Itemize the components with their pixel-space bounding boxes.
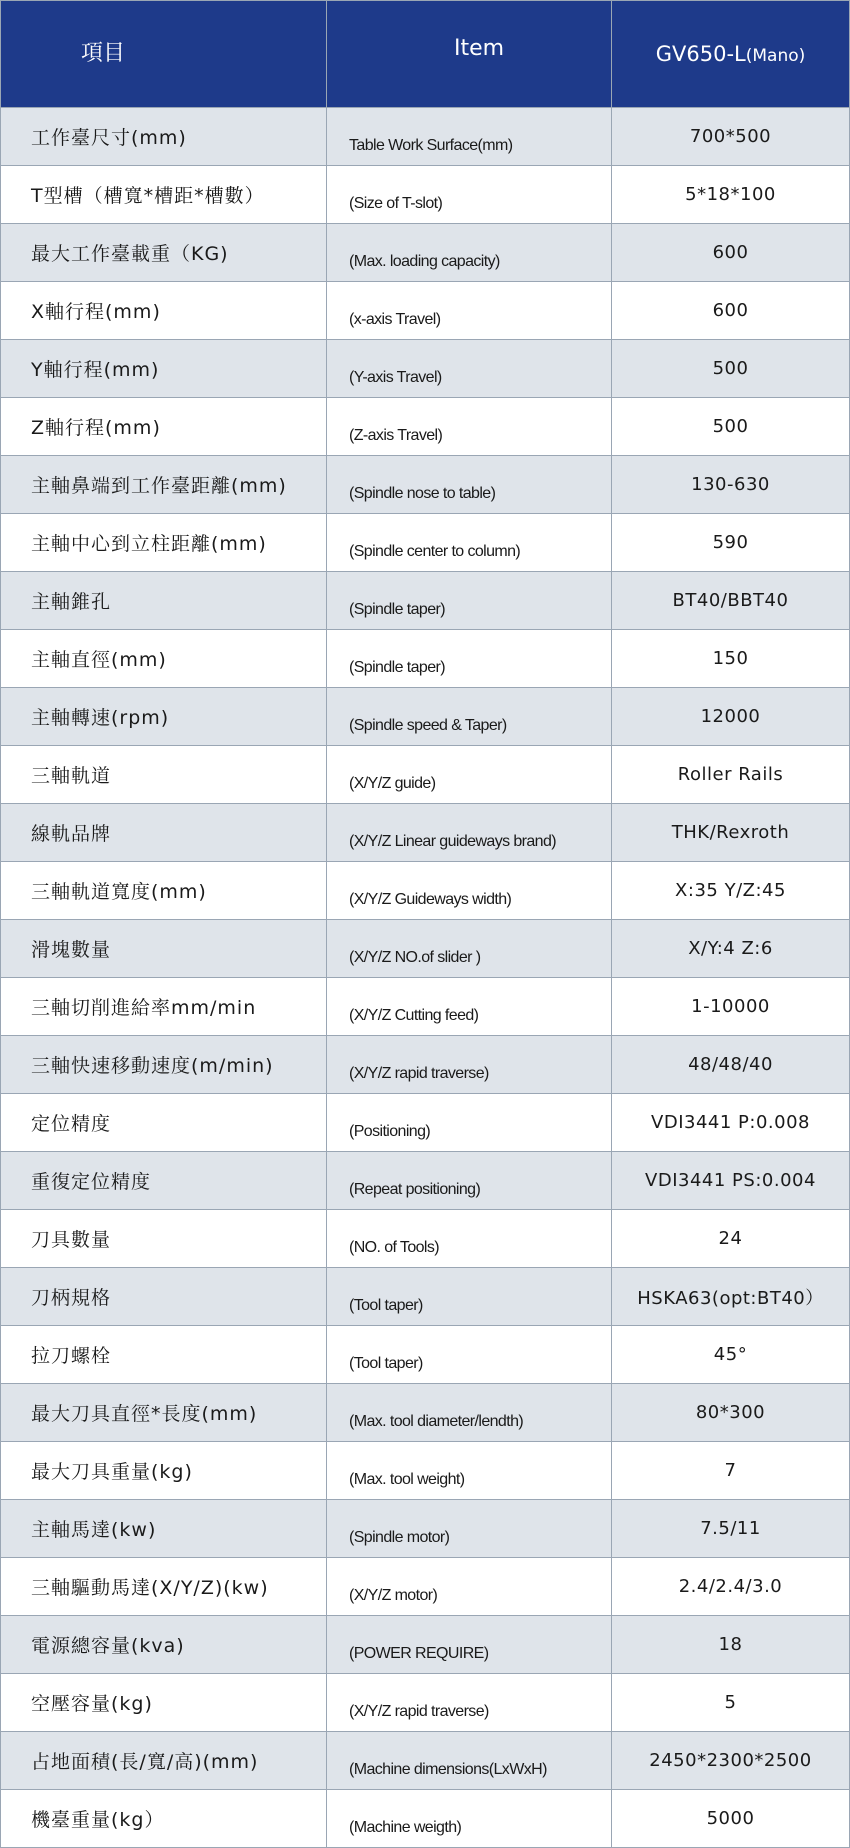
header-model-variant: (Mano): [745, 46, 806, 66]
row-value: BT40/BBT40: [612, 572, 850, 630]
table-row: [1, 1036, 850, 1094]
table-row: [1, 514, 850, 572]
row-label-zh: 最大刀具重量(kg): [1, 1442, 327, 1500]
row-label-zh: 最大刀具直徑*長度(mm): [1, 1384, 327, 1442]
row-label-zh: 定位精度: [1, 1094, 327, 1152]
row-label-en: (x-axis Travel): [327, 282, 612, 340]
row-value: 590: [612, 514, 850, 572]
row-label-en: (Spindle taper): [327, 572, 612, 630]
table-row: [1, 1558, 850, 1616]
row-label-en: (Max. tool weight): [327, 1442, 612, 1500]
row-label-zh: 空壓容量(kg): [1, 1674, 327, 1732]
row-label-zh: 主軸直徑(mm): [1, 630, 327, 688]
row-label-zh: 滑塊數量: [1, 920, 327, 978]
table-row: [1, 1674, 850, 1732]
header-model-name: GV650-L: [655, 42, 746, 66]
table-row: [1, 630, 850, 688]
row-label-zh: 拉刀螺栓: [1, 1326, 327, 1384]
table-row: [1, 398, 850, 456]
row-value: Roller Rails: [612, 746, 850, 804]
table-row: [1, 688, 850, 746]
row-label-en: (Machine weigth): [327, 1790, 612, 1848]
row-label-zh: 三軸切削進給率mm/min: [1, 978, 327, 1036]
table-row: [1, 1442, 850, 1500]
row-label-en: (Repeat positioning): [327, 1152, 612, 1210]
row-value: 12000: [612, 688, 850, 746]
table-row: [1, 1790, 850, 1848]
row-value: 80*300: [612, 1384, 850, 1442]
row-label-zh: 線軌品牌: [1, 804, 327, 862]
row-value: 24: [612, 1210, 850, 1268]
row-value: 130-630: [612, 456, 850, 514]
row-label-en: (POWER REQUIRE): [327, 1616, 612, 1674]
table-row: [1, 1384, 850, 1442]
row-label-en: (Spindle center to column): [327, 514, 612, 572]
row-label-en: (Max. loading capacity): [327, 224, 612, 282]
header-item-en: Item: [327, 1, 612, 108]
header-model: [612, 1, 850, 108]
row-label-en: (Spindle speed & Taper): [327, 688, 612, 746]
table-row: [1, 1732, 850, 1790]
row-value: X/Y:4 Z:6: [612, 920, 850, 978]
row-label-zh: 主軸錐孔: [1, 572, 327, 630]
row-label-zh: 三軸軌道寬度(mm): [1, 862, 327, 920]
row-label-en: (X/Y/Z NO.of slider ): [327, 920, 612, 978]
row-label-zh: 電源總容量(kva): [1, 1616, 327, 1674]
row-label-en: Table Work Surface(mm): [327, 108, 612, 166]
row-label-zh: 三軸快速移動速度(m/min): [1, 1036, 327, 1094]
table-row: [1, 920, 850, 978]
table-row: [1, 1152, 850, 1210]
table-row: [1, 340, 850, 398]
spec-body: [1, 108, 850, 1848]
row-value: 48/48/40: [612, 1036, 850, 1094]
row-label-en: (Machine dimensions(LxWxH): [327, 1732, 612, 1790]
table-row: [1, 572, 850, 630]
row-label-zh: 主軸鼻端到工作臺距離(mm): [1, 456, 327, 514]
row-value: 1-10000: [612, 978, 850, 1036]
table-row: [1, 1268, 850, 1326]
row-value: 500: [612, 398, 850, 456]
row-value: 2.4/2.4/3.0: [612, 1558, 850, 1616]
row-value: X:35 Y/Z:45: [612, 862, 850, 920]
row-label-en: (Size of T-slot): [327, 166, 612, 224]
row-label-en: (X/Y/Z rapid traverse): [327, 1674, 612, 1732]
table-row: [1, 282, 850, 340]
row-label-zh: 刀具數量: [1, 1210, 327, 1268]
row-label-en: (X/Y/Z Linear guideways brand): [327, 804, 612, 862]
row-label-zh: 三軸驅動馬達(X/Y/Z)(kw): [1, 1558, 327, 1616]
row-label-zh: 三軸軌道: [1, 746, 327, 804]
row-value: 7: [612, 1442, 850, 1500]
table-row: [1, 1326, 850, 1384]
row-label-en: (NO. of Tools): [327, 1210, 612, 1268]
table-row: [1, 456, 850, 514]
row-label-zh: T型槽（槽寬*槽距*槽數）: [1, 166, 327, 224]
row-label-en: (X/Y/Z Guideways width): [327, 862, 612, 920]
row-label-zh: Y軸行程(mm): [1, 340, 327, 398]
row-label-en: (Max. tool diameter/lendth): [327, 1384, 612, 1442]
row-value: 5000: [612, 1790, 850, 1848]
row-label-zh: 工作臺尺寸(mm): [1, 108, 327, 166]
table-row: [1, 166, 850, 224]
table-row: [1, 804, 850, 862]
row-label-en: (Spindle nose to table): [327, 456, 612, 514]
row-label-en: (Tool taper): [327, 1268, 612, 1326]
row-label-en: (Y-axis Travel): [327, 340, 612, 398]
row-label-en: (Spindle taper): [327, 630, 612, 688]
header-row: [1, 1, 850, 108]
row-label-zh: Z軸行程(mm): [1, 398, 327, 456]
row-label-zh: X軸行程(mm): [1, 282, 327, 340]
row-label-en: (X/Y/Z guide): [327, 746, 612, 804]
row-value: VDI3441 P:0.008: [612, 1094, 850, 1152]
row-value: 150: [612, 630, 850, 688]
row-label-zh: 主軸轉速(rpm): [1, 688, 327, 746]
row-label-zh: 占地面積(長/寬/高)(mm): [1, 1732, 327, 1790]
row-value: 500: [612, 340, 850, 398]
row-value: 45°: [612, 1326, 850, 1384]
row-label-en: (X/Y/Z motor): [327, 1558, 612, 1616]
row-label-en: (Z-axis Travel): [327, 398, 612, 456]
row-label-en: (Positioning): [327, 1094, 612, 1152]
row-value: 700*500: [612, 108, 850, 166]
row-label-zh: 機臺重量(kg）: [1, 1790, 327, 1848]
table-row: [1, 1500, 850, 1558]
header-item-zh: 項目: [1, 1, 327, 108]
row-label-zh: 刀柄規格: [1, 1268, 327, 1326]
table-row: [1, 746, 850, 804]
row-label-zh: 最大工作臺載重（KG): [1, 224, 327, 282]
table-row: [1, 224, 850, 282]
row-label-en: (Tool taper): [327, 1326, 612, 1384]
row-label-en: (X/Y/Z Cutting feed): [327, 978, 612, 1036]
row-label-zh: 主軸中心到立柱距離(mm): [1, 514, 327, 572]
row-value: THK/Rexroth: [612, 804, 850, 862]
table-row: [1, 1094, 850, 1152]
row-label-en: (X/Y/Z rapid traverse): [327, 1036, 612, 1094]
table-row: [1, 108, 850, 166]
row-value: 2450*2300*2500: [612, 1732, 850, 1790]
table-row: [1, 1616, 850, 1674]
row-value: 5*18*100: [612, 166, 850, 224]
row-label-zh: 主軸馬達(kw): [1, 1500, 327, 1558]
table-row: [1, 1210, 850, 1268]
row-value: 600: [612, 282, 850, 340]
row-value: VDI3441 PS:0.004: [612, 1152, 850, 1210]
row-value: 5: [612, 1674, 850, 1732]
row-label-zh: 重復定位精度: [1, 1152, 327, 1210]
row-label-en: (Spindle motor): [327, 1500, 612, 1558]
row-value: 7.5/11: [612, 1500, 850, 1558]
table-row: [1, 862, 850, 920]
row-value: 600: [612, 224, 850, 282]
row-value: 18: [612, 1616, 850, 1674]
row-value: HSKA63(opt:BT40）: [612, 1268, 850, 1326]
table-row: [1, 978, 850, 1036]
